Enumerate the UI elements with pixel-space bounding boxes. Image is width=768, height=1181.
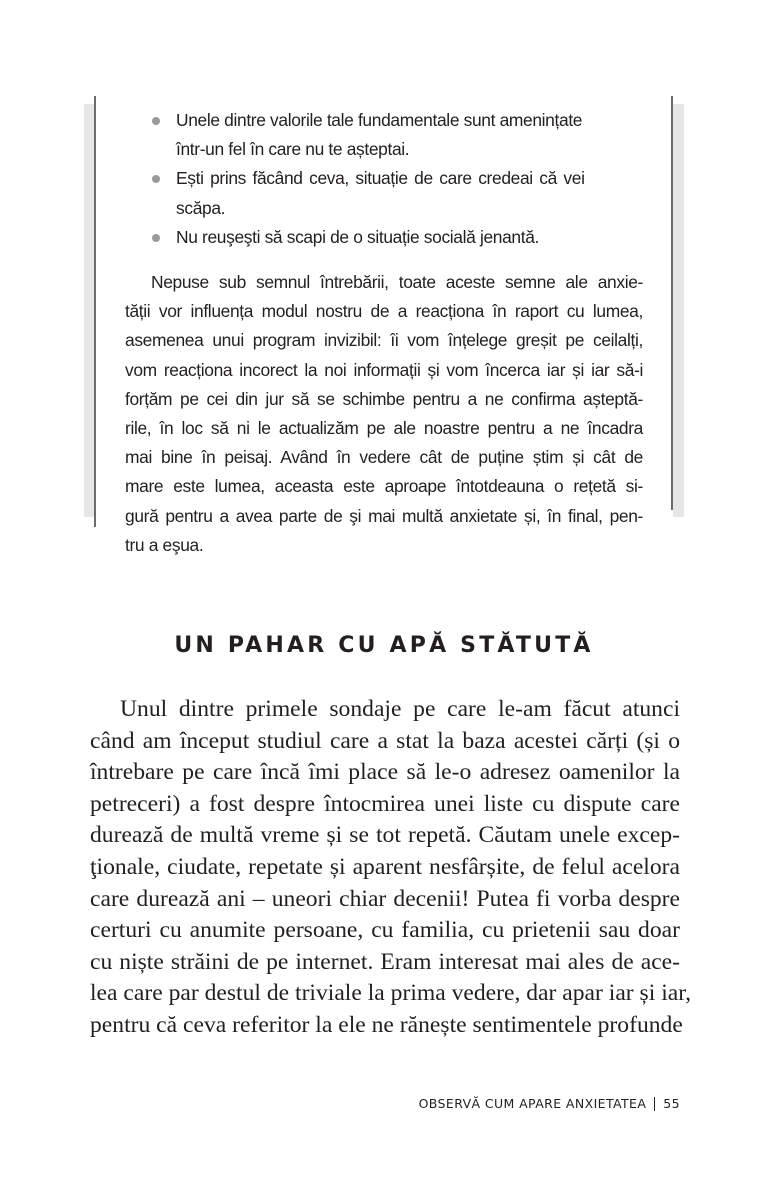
paragraph-line: forțăm pe cei din jur să se schimbe pentru a ne confirma așteptă- [125,388,643,409]
section-heading: UN PAHAR CU APĂ STĂTUTĂ [174,633,594,658]
sidebox-shade-right [673,104,684,517]
bullet-item [125,223,643,252]
paragraph-line: mare este lumea, aceasta este aproape întotdeauna o rețetă si- [125,476,643,497]
bullet-line: Ești prins făcând ceva, situație de care credeai că vei [176,168,585,189]
bullet-line: scăpa. [176,197,226,218]
body-line: ţionale, ciudate, repetate și aparent nesfârșite, de felul acelora [90,853,680,880]
sidebox-paragraph [125,268,643,560]
body-line: Unul dintre primele sondaje pe care le-am făcut atunci [120,696,680,722]
bullet-line: Nu reuşeşti să scapi de o situație socială jenantă. [176,226,540,247]
bullet-item [125,106,643,164]
sidebox-rule-right [671,96,673,510]
bullet-line: într-un fel în care nu te așteptai. [176,139,410,160]
paragraph-line: Nepuse sub semnul întrebării, toate aceste semne ale anxie- [151,272,643,293]
body-line: durează de multă vreme și se tot repetă. Căutam unele excep- [90,822,680,849]
running-title: OBSERVĂ CUM APARE ANXIETATEA [418,1096,647,1111]
body-line: pentru că ceva referitor la ele ne rănește sentimentele profunde [90,1011,683,1038]
body-line: care durează ani – uneori chiar decenii! Putea fi vorba despre [90,885,680,912]
body-line: întrebare pe care încă îmi place să le-o adresez oamenilor la [90,759,680,786]
body-line: petreceri) a fost despre întocmirea unei liste cu dispute care [90,790,680,817]
body-line: când am început studiul care a stat la baza acestei cărți (și o [90,727,680,754]
paragraph-line: rile, în loc să ni le actualizăm pe ale noastre pentru a ne încadra [125,418,643,439]
paragraph-line: asemenea unui program invizibil: îi vom înțelege greșit pe ceilalți, [125,330,643,351]
paragraph-line: mai bine în peisaj. Având în vedere cât de puține știm și cât de [125,447,643,468]
paragraph-line: tru a eşua. [125,534,204,555]
paragraph-line: vom reacționa incorect la noi informații și vom încerca iar și iar să-i [125,359,643,380]
bullet-dot-icon [152,117,160,125]
body-line: cu niște străini de pe internet. Eram interesat mai ales de ace- [90,948,680,975]
sidebox [125,106,643,560]
page-number: 55 [663,1096,680,1111]
bullet-dot-icon [152,175,160,183]
bullet-line: Unele dintre valorile tale fundamentale sunt amenințate [176,110,583,130]
footer-separator [654,1097,655,1111]
sidebox-rule-left [94,96,96,527]
body-line: lea care par destul de triviale la prima vedere, dar apar iar și iar, [90,980,692,1007]
running-footer [419,1096,680,1111]
bullet-item [125,164,643,222]
bullet-list [125,106,643,252]
paragraph-line: tății vor influența modul nostru de a reacționa în raport cu lumea, [125,301,643,322]
paragraph-line: gură pentru a avea parte de şi mai multă anxietate și, în final, pen- [125,505,643,526]
body-line: certuri cu anumite persoane, cu familia, cu prietenii sau doar [90,917,680,944]
body-paragraph [90,694,692,1042]
bullet-dot-icon [152,234,160,242]
